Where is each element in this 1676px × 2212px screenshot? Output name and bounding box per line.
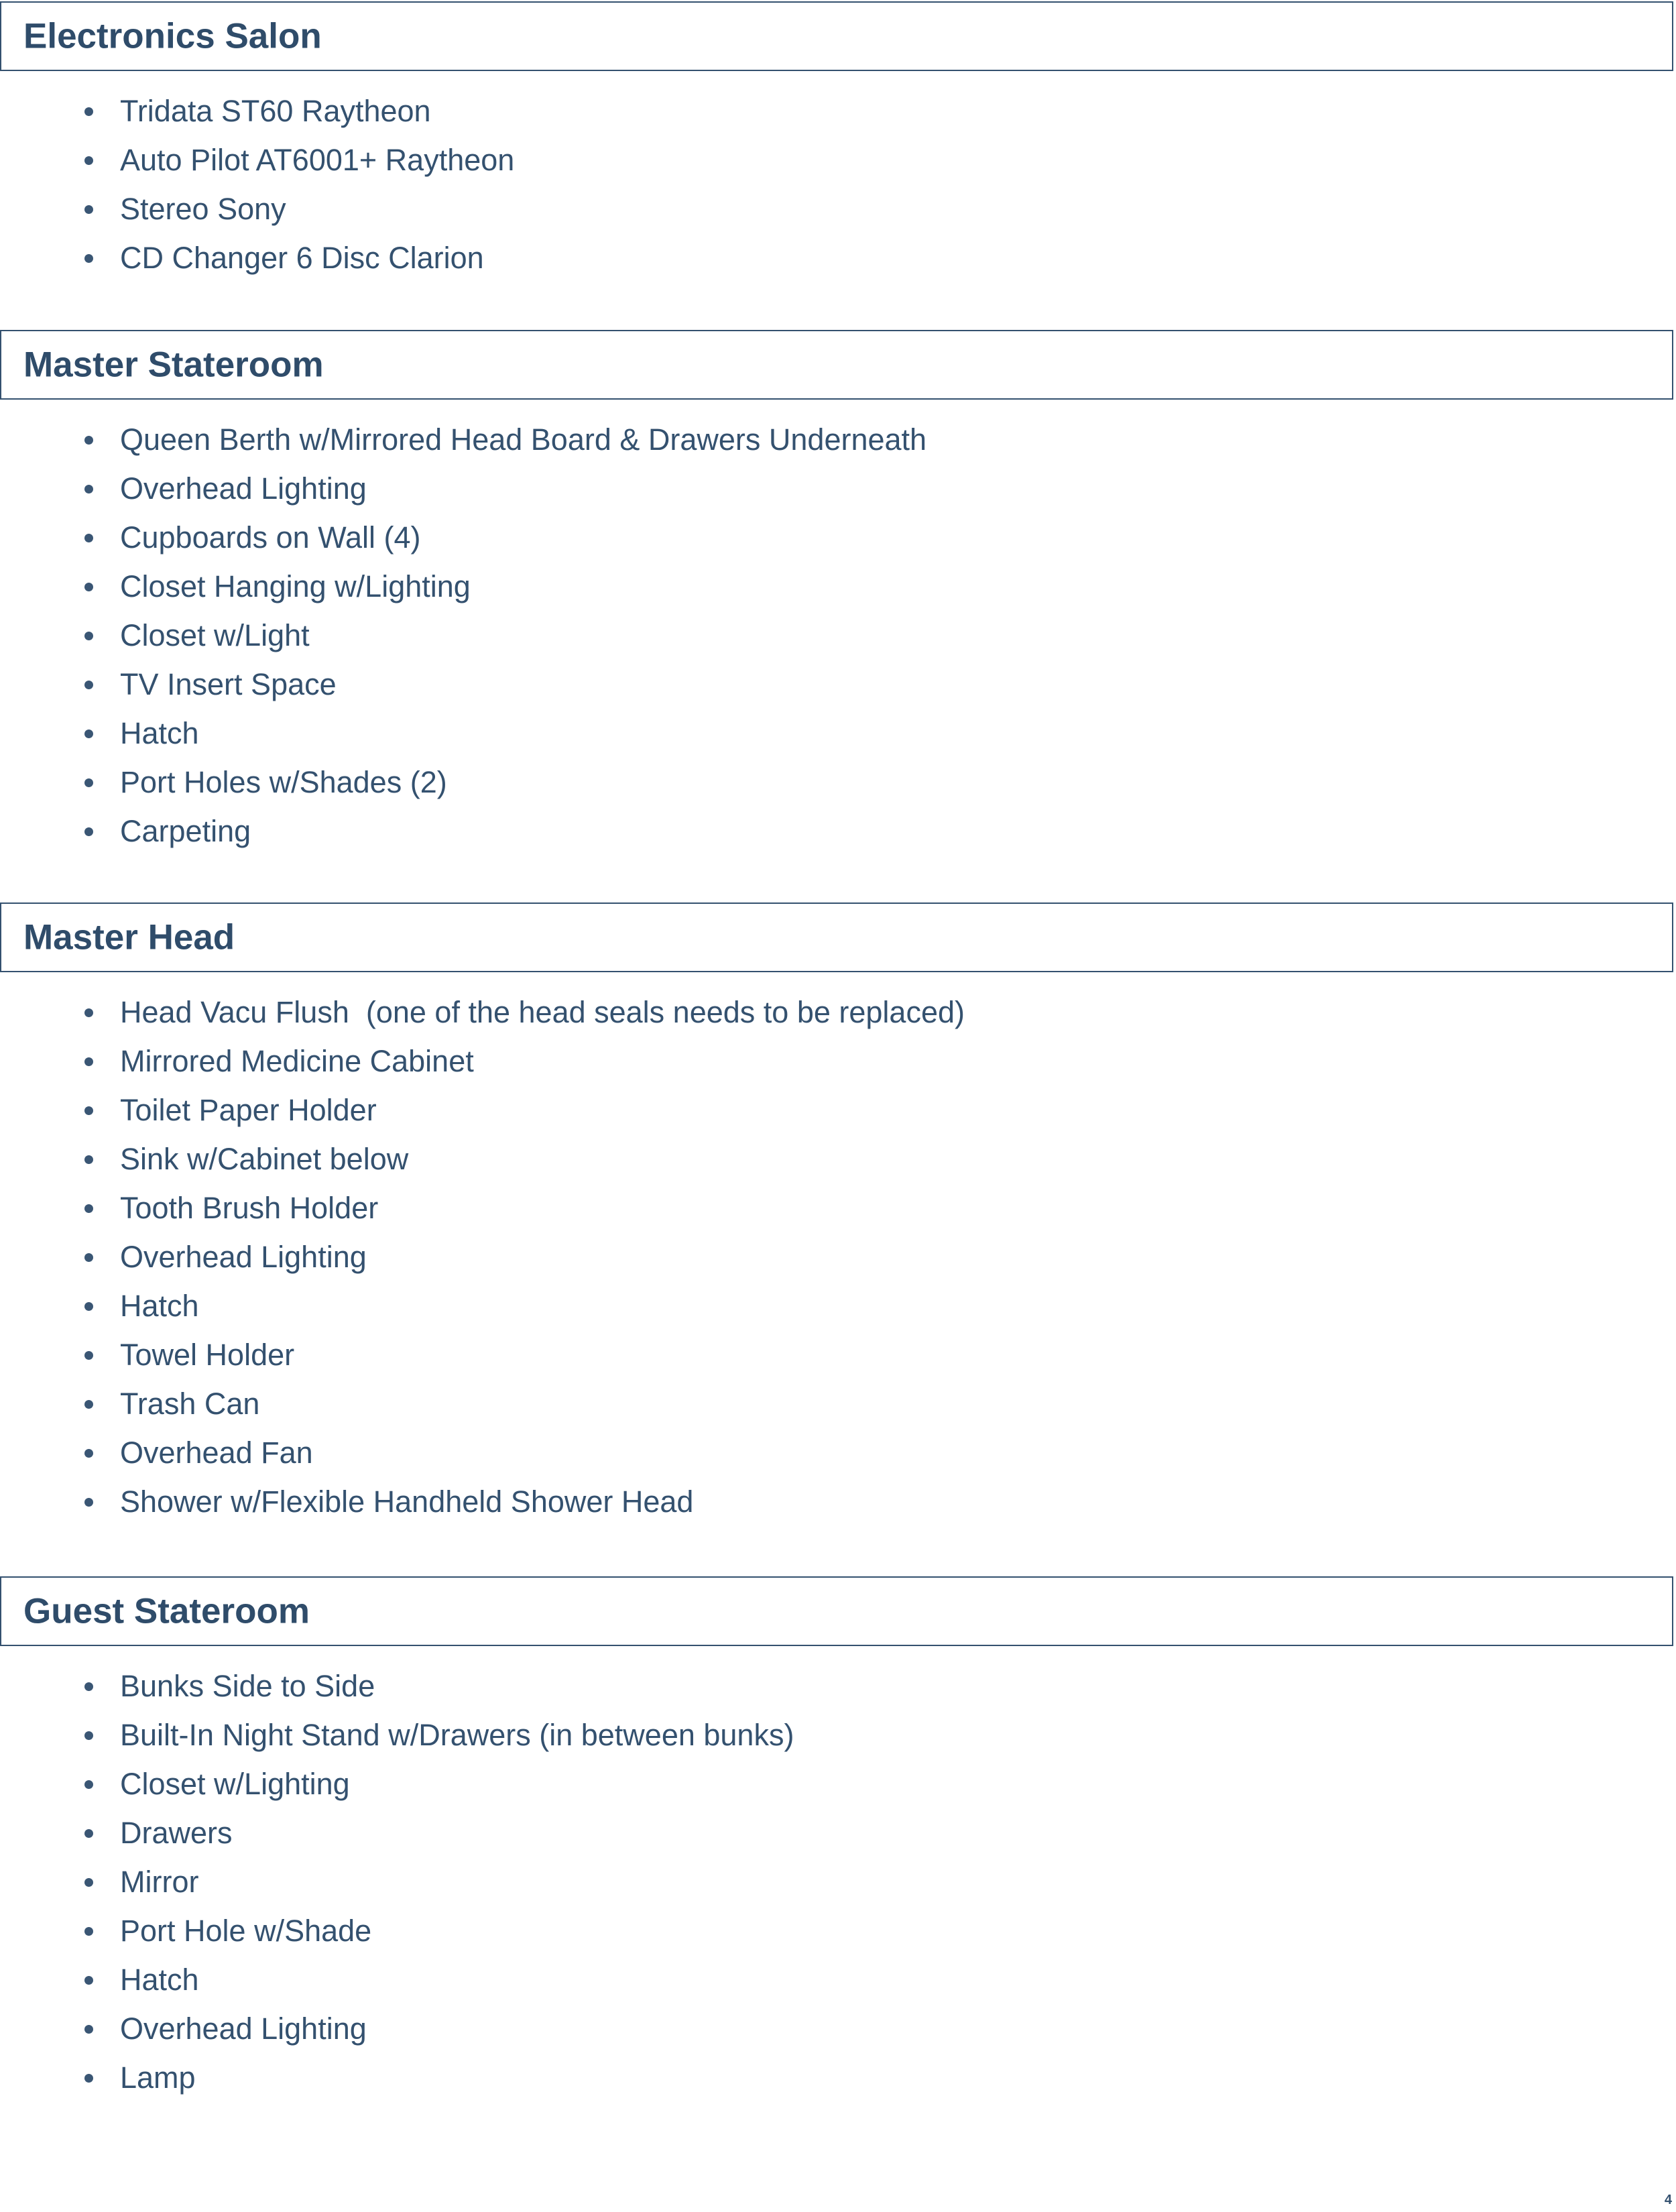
item-text: Closet Hanging w/Lighting — [120, 569, 471, 603]
bullet-icon — [84, 107, 93, 116]
item-text: Overhead Lighting — [120, 471, 367, 506]
item-text: Hatch — [120, 1289, 199, 1323]
bullet-icon — [84, 1008, 93, 1017]
bullet-icon — [84, 1155, 93, 1164]
item-text: Head Vacu Flush (one of the head seals needs to be replaced) — [120, 995, 965, 1029]
bullet-icon — [84, 1927, 93, 1936]
bullet-icon — [84, 1351, 93, 1360]
bullet-icon — [84, 1780, 93, 1789]
section-title: Master Stateroom — [23, 345, 324, 385]
bullet-icon — [84, 1829, 93, 1838]
bullet-icon — [84, 1204, 93, 1213]
item-text: Tooth Brush Holder — [120, 1191, 379, 1225]
item-text: Hatch — [120, 1963, 199, 1997]
section-title: Guest Stateroom — [23, 1591, 310, 1631]
item-text: Auto Pilot AT6001+ Raytheon — [120, 143, 515, 177]
item-text: Mirrored Medicine Cabinet — [120, 1044, 474, 1078]
section-header — [0, 1576, 1673, 1646]
bullet-icon — [84, 1976, 93, 1985]
bullet-icon — [84, 583, 93, 591]
item-text: Closet w/Light — [120, 618, 310, 652]
bullet-icon — [84, 205, 93, 214]
bullet-icon — [84, 827, 93, 836]
bullet-icon — [84, 485, 93, 493]
section-title: Master Head — [23, 917, 235, 957]
bullet-icon — [84, 2025, 93, 2034]
item-text: Port Holes w/Shades (2) — [120, 765, 447, 799]
item-text: TV Insert Space — [120, 667, 337, 701]
section-header — [0, 330, 1673, 400]
bullet-icon — [84, 1106, 93, 1115]
item-text: Cupboards on Wall (4) — [120, 520, 421, 555]
bullet-icon — [84, 1682, 93, 1691]
item-text: Shower w/Flexible Handheld Shower Head — [120, 1485, 694, 1519]
item-text: Overhead Lighting — [120, 1240, 367, 1274]
section-header — [0, 903, 1673, 972]
item-text: Closet w/Lighting — [120, 1767, 350, 1801]
item-text: Queen Berth w/Mirrored Head Board & Drawers Underneath — [120, 422, 927, 457]
bullet-icon — [84, 1253, 93, 1262]
bullet-icon — [84, 1498, 93, 1507]
bullet-icon — [84, 1302, 93, 1311]
page-number: 4 — [1664, 2193, 1672, 2207]
bullet-icon — [84, 254, 93, 263]
bullet-icon — [84, 681, 93, 689]
item-text: Lamp — [120, 2060, 196, 2095]
bullet-icon — [84, 1400, 93, 1409]
item-text: Sink w/Cabinet below — [120, 1142, 409, 1176]
item-text: Overhead Fan — [120, 1436, 313, 1470]
item-text: Toilet Paper Holder — [120, 1093, 377, 1127]
section-title: Electronics Salon — [23, 16, 322, 56]
item-text: Stereo Sony — [120, 192, 286, 226]
bullet-icon — [84, 632, 93, 640]
item-text: Carpeting — [120, 814, 251, 848]
bullet-icon — [84, 1057, 93, 1066]
item-text: Mirror — [120, 1865, 199, 1899]
item-text: Trash Can — [120, 1387, 260, 1421]
item-text: Drawers — [120, 1816, 233, 1850]
item-text: Port Hole w/Shade — [120, 1914, 372, 1948]
section-header — [0, 1, 1673, 71]
bullet-icon — [84, 1449, 93, 1458]
bullet-icon — [84, 156, 93, 165]
bullet-icon — [84, 730, 93, 738]
bullet-icon — [84, 1878, 93, 1887]
item-text: Overhead Lighting — [120, 2012, 367, 2046]
bullet-icon — [84, 534, 93, 542]
item-text: Bunks Side to Side — [120, 1669, 375, 1703]
item-text: Towel Holder — [120, 1338, 295, 1372]
bullet-icon — [84, 778, 93, 787]
item-text: Tridata ST60 Raytheon — [120, 94, 431, 128]
bullet-icon — [84, 2074, 93, 2083]
item-text: Hatch — [120, 716, 199, 750]
item-text: CD Changer 6 Disc Clarion — [120, 241, 484, 275]
bullet-icon — [84, 436, 93, 445]
item-text: Built-In Night Stand w/Drawers (in between bunks) — [120, 1718, 794, 1752]
bullet-icon — [84, 1731, 93, 1740]
